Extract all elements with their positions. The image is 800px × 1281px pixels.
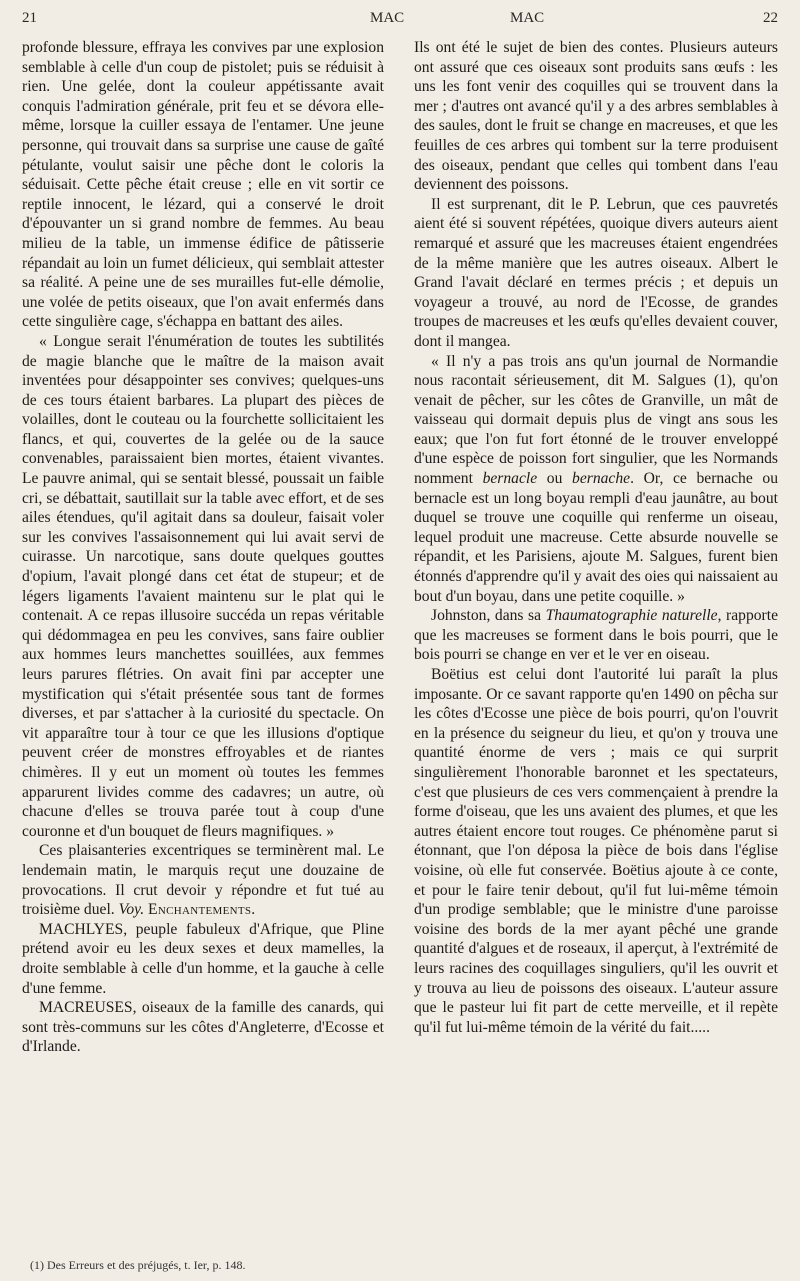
left-running-head: MAC [370, 10, 405, 26]
paragraph-banquet-tricks: profonde blessure, effraya les convives par une explosion semblable à celle d'un coup de pistolet; puis se réduisit à rien. Une gelée, dont la couleur appétissante avait conquis l'admiration générale, prit feu et se dévora elle-même, lorsque la cuiller essaya de l'entamer. Une jeune personne, qui trouvait dans sa surprise une cause de gaîté pétulante, voulut saisir une pêche dont le coloris la séduisait. Cette pêche était creuse ; elle en vit sortir ce reptile innocent, le lézard, qui a conservé le droit d'épouvanter un si grand nombre de femmes. Au beau milieu de la table, un immense édifice de pâtisserie répandait au loin un fumet délicieux, qui semblait attester sa réalité. A peine une de ses murailles fut-elle démolie, une volée de petits oiseaux, que l'on avait enfermés dans cette singulière cage, s'échappa en battant des ailes. [22, 39, 384, 331]
voy-abbrev: Voy. [118, 901, 145, 919]
paragraph-duel [22, 841, 384, 919]
paragraph-tales: Ils ont été le sujet de bien des contes. Plusieurs auteurs ont assuré que ces oiseaux sont produits sans œufs : les uns les font venir des coquilles qui se trouvent dans la mer ; d'autres ont avancé qu'il y a des arbres semblables à des saules, dont le fruit se change en macreuses, et que les feuilles de ces arbres qui tombent sur la terre produisent des oiseaux, pendant que celles qui tombent dans l'eau deviennent des poissons. [414, 39, 778, 194]
entry-text: peuple fabuleux d'Afrique, que Pline prétend avoir eu les deux sexes et deux mamelles, la droite semblable à celle d'un homme, et la gauche à celle d'une femme. [22, 920, 384, 997]
salgues-text-b: ou [537, 470, 573, 488]
cross-reference: Enchantements. [148, 901, 256, 919]
paragraph-boetius: Boëtius est celui dont l'autorité lui paraît la plus imposante. Or ce savant rapporte qu'en 1490 on pêcha sur les côtes d'Ecosse une pièce de bois pourri, qu'on l'ouvrit en la présence du seigneur du lieu, et qu'on y trouva une quantité énorme de vers ; mais ce qui surprit singulièrement l'honorable baronnet et les spectateurs, c'est que plusieurs de ces vers commençaient à prendre la forme d'oiseau, que les uns avaient des plumes, et que les autres étaient encore tout rouges. Ce phénomène parut si étonnant, que l'on déposa la pièce de bois dans l'église voisine, où elle fut conservée. Boëtius ajoute à ce conte, et pour le faire tenir debout, qu'il fut lui-même témoin d'un prodige semblable; que le ministre d'une paroisse voisine des bords de la mer ayant pêché une grande quantité d'algues et de roseaux, il aperçut, à l'extrémité de leurs racines des coquillages singuliers, qu'il les ouvrit et y trouva au lieu de poissons des oiseaux. L'auteur assure que le pasteur lui fit part de cette merveille, et il repète qu'il fut lui-même témoin de la vérité du fait..... [414, 666, 778, 1036]
right-running-head: MAC [510, 10, 545, 26]
salgues-text-a: « Il n'y a pas trois ans qu'un journal de Normandie nous racontait sérieusement, dit M. Salgues (1), qu'on venait de pêcher, sur les côtes de Granville, un mât de vaisseau qui dormait depuis plus de vingt ans sous les eaux; que l'on fut fort étonné de le trouver enveloppé d'une espèce de poisson fort singulier, que les Normands nomment [414, 352, 778, 488]
entry-macreuses [22, 998, 384, 1057]
book-title: Thaumatographie naturelle [545, 607, 718, 625]
right-page-number: 22 [763, 10, 778, 26]
paragraph-johnston [414, 606, 778, 665]
johnston-text-b: , rapporte que les macreuses se forment dans le bois pourri, que le bois pourri se change en ver et le ver en oiseau. [414, 607, 778, 664]
paragraph-salgues [414, 352, 778, 607]
duel-text: Ces plaisanteries excentriques se terminèrent mal. Le lendemain matin, le marquis reçut une douzaine de provocations. Il crut devoir y répondre et fut tué au troisième duel. [22, 842, 384, 919]
entry-headword: MACREUSES, [39, 999, 137, 1017]
entry-text: oiseaux de la famille des canards, qui sont très-communs sur les côtes d'Angleterre, d'Ecosse et d'Irlande. [22, 999, 384, 1056]
salgues-text-c: . Or, ce bernache ou bernacle est un long boyau rempli d'eau jaunâtre, au bout duquel se trouve une coquille qui renferme un oiseau, lequel produit une macreuse. Cette absurde nouvelle se répandit, et les Parisiens, ajoute M. Salgues, furent bien étonnés d'apprendre qu'il y avait des oies qui naissaient au bout d'un boyau, dans une petite coquille. » [414, 470, 778, 605]
left-column [22, 38, 384, 1057]
term-bernache: bernache [572, 470, 631, 488]
left-page-number: 21 [22, 10, 37, 26]
paragraph-lebrun: Il est surprenant, dit le P. Lebrun, que ces pauvretés aient été si souvent répétées, quoique divers auteurs aient remarqué et assuré que les macreuses étaient engendrées de la même manière que les autres oiseaux. Albert le Grand l'avait déclaré en termes précis ; et depuis un voyageur a trouvé, au nord de l'Ecosse, de grandes troupes de macreuses et les œufs qu'elles devaient couver, dont il mangea. [414, 195, 778, 350]
right-column [414, 38, 778, 1037]
footnote: (1) Des Erreurs et des préjugés, t. Ier, p. 148. [30, 1258, 246, 1272]
paragraph-white-magic: « Longue serait l'énumération de toutes les subtilités de magie blanche que le maître de la maison avait inventées pour désappointer ses convives; quelques-uns de ces tours étaient barbares. La plupart des pièces de volailles, dont le couteau ou la fourchette sollicitaient les flancs, et qui, couvertes de la gelée ou de la sauce convenables, paraissaient bien mortes, étaient vivantes. Le pauvre animal, qui se sentait blessé, poussait un faible cri, se débattait, sautillait sur la table avec effort, et de ses ailes étendues, qu'il agitait dans sa douleur, faisait voler sur les convives l'assaisonnement qui lui avait servi de cuirasse. Un narcotique, sans doute quelques gouttes d'opium, l'avait plongé dans cet état de stupeur; et de légers ligaments l'avaient maintenu sur le plat qui le contenait. A ce repas illusoire succéda un repas véritable qui dédommagea en peu les convives, sans faire oublier aux hommes leurs manchettes souillées, aux femmes leurs parures flétries. On avait fini par accepter une mystification qui s'était présentée sous tant de formes diverses, et par s'attacher à la curiosité du spectacle. On vit apparaître tour à tour ce que les illusions d'optique peuvent créer de monstres effroyables et de riantes chimères. Il y eut un moment où toutes les femmes apparurent livides comme des cadavres; un autre, où chacune d'elles se trouva parée tout à coup d'une couronne et d'un bouquet de fleurs magnifiques. » [22, 332, 384, 840]
term-bernacle: bernacle [482, 470, 538, 488]
johnston-text-a: Johnston, dans sa [431, 607, 546, 625]
running-header [22, 6, 778, 40]
entry-headword: MACHLYES, [39, 920, 128, 938]
entry-machlyes [22, 920, 384, 998]
